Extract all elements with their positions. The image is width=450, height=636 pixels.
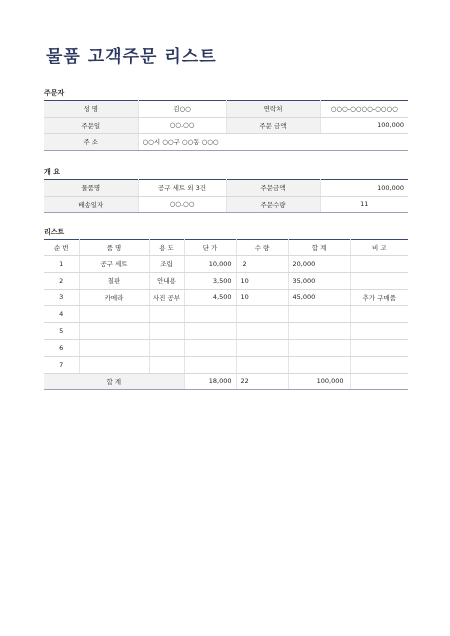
qty-value: 11 — [320, 196, 408, 213]
item-value: 공구 세트 외 3건 — [138, 180, 226, 197]
row-price — [184, 323, 236, 340]
order-date-value: ○○.○○ — [138, 117, 226, 134]
col-header-note: 비 고 — [350, 240, 408, 256]
col-header-total: 합 계 — [288, 240, 350, 256]
row-no: 4 — [44, 306, 79, 323]
row-use: 사진 공부 — [149, 289, 184, 306]
row-use — [149, 356, 184, 373]
table-row — [44, 272, 408, 289]
row-no: 5 — [44, 323, 79, 340]
list-section-label: 리스트 — [44, 228, 65, 236]
contact-label: 연락처 — [226, 101, 320, 118]
row-total: 35,000 — [288, 272, 350, 289]
col-header-name: 품 명 — [79, 240, 149, 256]
row-note — [350, 356, 408, 373]
amount-label: 주문금액 — [226, 180, 320, 197]
row-price: 4,500 — [184, 289, 236, 306]
total-row — [44, 373, 408, 390]
orderer-row-address — [44, 134, 408, 151]
row-use — [149, 323, 184, 340]
row-name: 칠판 — [79, 272, 149, 289]
list-table — [44, 239, 408, 390]
col-header-qty: 수 량 — [236, 240, 288, 256]
row-note — [350, 306, 408, 323]
amount-value: 100,000 — [320, 180, 408, 197]
total-qty: 22 — [236, 373, 288, 390]
row-no: 1 — [44, 256, 79, 273]
overview-table — [44, 179, 408, 213]
col-header-use: 용 도 — [149, 240, 184, 256]
row-use: 안내용 — [149, 272, 184, 289]
row-price: 10,000 — [184, 256, 236, 273]
row-qty — [236, 323, 288, 340]
table-row — [44, 256, 408, 273]
row-name: 카메라 — [79, 289, 149, 306]
orderer-section-label: 주문자 — [44, 89, 65, 97]
row-total: 20,000 — [288, 256, 350, 273]
overview-row-item — [44, 180, 408, 197]
row-total — [288, 339, 350, 356]
row-qty: 10 — [236, 272, 288, 289]
table-row — [44, 289, 408, 306]
overview-row-delivery — [44, 196, 408, 213]
row-use — [149, 339, 184, 356]
orderer-row-date — [44, 117, 408, 134]
row-no: 6 — [44, 339, 79, 356]
total-price: 18,000 — [184, 373, 236, 390]
orderer-table — [44, 100, 408, 151]
row-note — [350, 272, 408, 289]
item-label: 물품명 — [44, 180, 138, 197]
page-title: 물품 고객주문 리스트 — [46, 47, 217, 67]
row-price — [184, 356, 236, 373]
row-use: 조립 — [149, 256, 184, 273]
row-qty — [236, 356, 288, 373]
order-amount-value: 100,000 — [320, 117, 408, 134]
row-note — [350, 339, 408, 356]
row-name — [79, 323, 149, 340]
address-label: 주 소 — [44, 134, 138, 151]
order-date-label: 주문일 — [44, 117, 138, 134]
total-label: 합 계 — [44, 373, 184, 390]
row-price — [184, 339, 236, 356]
row-total — [288, 356, 350, 373]
table-row — [44, 323, 408, 340]
overview-section-label: 개 요 — [44, 168, 60, 176]
row-total — [288, 323, 350, 340]
row-name — [79, 356, 149, 373]
col-header-price: 단 가 — [184, 240, 236, 256]
row-no: 7 — [44, 356, 79, 373]
table-row — [44, 356, 408, 373]
row-note — [350, 323, 408, 340]
row-price: 3,500 — [184, 272, 236, 289]
list-header-row — [44, 240, 408, 256]
row-use — [149, 306, 184, 323]
row-qty: 10 — [236, 289, 288, 306]
row-price — [184, 306, 236, 323]
contact-value: ○○○-○○○○-○○○○ — [320, 101, 408, 118]
total-amount: 100,000 — [288, 373, 350, 390]
total-note — [350, 373, 408, 390]
row-total: 45,000 — [288, 289, 350, 306]
table-row — [44, 306, 408, 323]
order-amount-label: 주문 금액 — [226, 117, 320, 134]
row-qty: 2 — [236, 256, 288, 273]
name-label: 성 명 — [44, 101, 138, 118]
orderer-row-name — [44, 101, 408, 118]
row-total — [288, 306, 350, 323]
name-value: 김○○ — [138, 101, 226, 118]
table-row — [44, 339, 408, 356]
row-name: 공구 세트 — [79, 256, 149, 273]
delivery-label: 배송일자 — [44, 196, 138, 213]
row-note: 추가 구매품 — [350, 289, 408, 306]
row-note — [350, 256, 408, 273]
row-no: 3 — [44, 289, 79, 306]
row-qty — [236, 306, 288, 323]
address-value: ○○시 ○○구 ○○동 ○○○ — [138, 134, 408, 151]
delivery-value: ○○.○○ — [138, 196, 226, 213]
row-qty — [236, 339, 288, 356]
row-no: 2 — [44, 272, 79, 289]
row-name — [79, 339, 149, 356]
row-name — [79, 306, 149, 323]
qty-label: 주문수량 — [226, 196, 320, 213]
col-header-no: 순 번 — [44, 240, 79, 256]
